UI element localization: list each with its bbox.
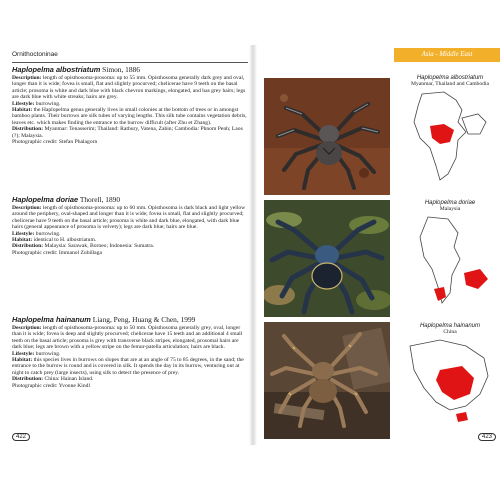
description-text: length of opisthosoma-prosoma: up to 55 mm. Opisthosoma generally dark grey and oval, longer than it is wide; fovea is small, flat and slightly procurved; chelicerae have 9 teeth on the basal article; prosoma is white and dark blue with black chevron markings, elongated, and has grey hairs; legs are dark blue with white streaks; hairs are grey. — [12, 75, 246, 101]
page-number-right: 423 — [478, 433, 496, 441]
species-name: Haplopelma doriae — [12, 195, 79, 204]
photo-albostriatum — [264, 78, 390, 195]
species-author: Liang, Peng, Huang & Chen, 1999 — [92, 315, 196, 324]
photo-doriae — [264, 200, 390, 317]
section-rule — [12, 62, 248, 63]
photo-credit: Photographic credit: Yvonne Kindl — [12, 382, 90, 389]
habitat-label: Habitat: — [12, 237, 33, 244]
habitat-label: Habitat: — [12, 357, 33, 364]
book-spread — [0, 45, 500, 445]
description-label: Description: — [12, 325, 42, 331]
right-page — [256, 45, 500, 445]
map-species-name: Haplopelma hainanum — [419, 323, 481, 329]
distribution-text: Myanmar: Tenasserim; Thailand: Ratbury, Vatena, Zabin; Cambodia: Phnom Penh; Laos (?); Malaysia. — [12, 126, 243, 139]
lifestyle-text: burrowing. — [35, 100, 61, 107]
lifestyle-label: Lifestyle: — [12, 100, 35, 107]
page-number-left: 422 — [12, 433, 30, 441]
species-entry-doriae — [12, 195, 248, 256]
distribution-label: Distribution: — [12, 126, 44, 133]
lifestyle-label: Lifestyle: — [12, 230, 35, 237]
lifestyle-label: Lifestyle: — [12, 350, 35, 357]
species-author: Simon, 1886 — [102, 65, 140, 74]
lifestyle-text: burrowing. — [35, 230, 61, 237]
description-label: Description: — [12, 75, 42, 81]
map-countries: Myanmar, Thailand and Cambodia — [411, 81, 489, 88]
photo-credit: Photographic credit: Immanol Zubillaga — [12, 249, 102, 256]
map-panel-doriae — [400, 200, 500, 318]
distribution-label: Distribution: — [12, 376, 44, 383]
species-name: Haplopelma hainanum — [12, 315, 91, 324]
distribution-text: China: Hainan Island. — [44, 376, 94, 383]
species-entry-hainanum — [12, 315, 248, 389]
description-label: Description: — [12, 205, 42, 211]
species-name: Haplopelma albostriatum — [12, 65, 101, 74]
habitat-label: Habitat: — [12, 107, 33, 114]
description-text: length of opisthosoma-prosoma: up to 50 mm. Opisthosoma generally grey, oval, longer than it is wide; fovea is deep and slightly procurved; chelicerae have 15 teeth and an additional 4 small teeth on the basal article; prosoma is grey with transverse black stripes, elongated, prosomal hairs are dark blue; legs are brown with a yellow stripe on the femur-patella articulation; hairs are black. — [12, 325, 243, 351]
species-entry-albostriatum — [12, 65, 248, 145]
habitat-text: this species lives in burrows on slopes that are at an angle of 75 to 85 degrees, in the sand; the entrance to the burrow is round and is covered in silk. It spends the day in its burrow, venturing out at night to catch prey (large insects), using silk to detect the presence of prey. — [12, 357, 244, 376]
map-countries: China — [443, 329, 457, 336]
map-countries: Malaysia — [439, 206, 461, 213]
lifestyle-text: burrowing. — [35, 350, 61, 357]
left-page — [10, 45, 250, 445]
habitat-text: the Haplopelma genus generally lives in small colonies at the bottom of trees or in amongst bamboo plants. Their burrows are silk tubes of varying lengths. This silk tube contains vegetation debris, leaves etc. which makes finding the entrance to the burrow difficult (after Zhu et Zhang). — [12, 107, 247, 126]
range-map-doriae — [400, 213, 500, 309]
description-text: length of opisthosoma-prosoma: up to 60 mm. Opisthosoma is dark black and light yellow around the periphery, oval-shaped and longer than it is wide; fovea is small, flat and slightly procurved; chelicerae have 9 teeth on the basal article; prosoma is white and dark blue, elongated, with dark blue hairs (general appearance of prosoma is velvety); legs are dark blue; hairs are blue. — [12, 205, 246, 231]
photo-hainanum — [264, 322, 390, 439]
photo-credit: Photographic credit: Stefan Phalagorn — [12, 139, 98, 146]
habitat-text: identical to H. albostriatum. — [33, 237, 97, 244]
region-banner: Asia - Middle East — [394, 48, 500, 62]
species-author: Thorell, 1890 — [79, 195, 121, 204]
map-species-name: Haplopelma albostriatum — [416, 75, 484, 81]
map-species-name: Haplopelma doriae — [424, 200, 476, 206]
distribution-label: Distribution: — [12, 243, 44, 250]
range-map-albostriatum — [400, 88, 500, 184]
section-title: Ornithoctoninae — [12, 51, 58, 58]
map-panel-albostriatum — [400, 75, 500, 193]
distribution-text: Malaysia: Sarawak, Borneo; Indonesia: Sumatra. — [44, 243, 155, 250]
range-map-hainanum — [400, 336, 500, 432]
map-panel-hainanum — [400, 323, 500, 441]
